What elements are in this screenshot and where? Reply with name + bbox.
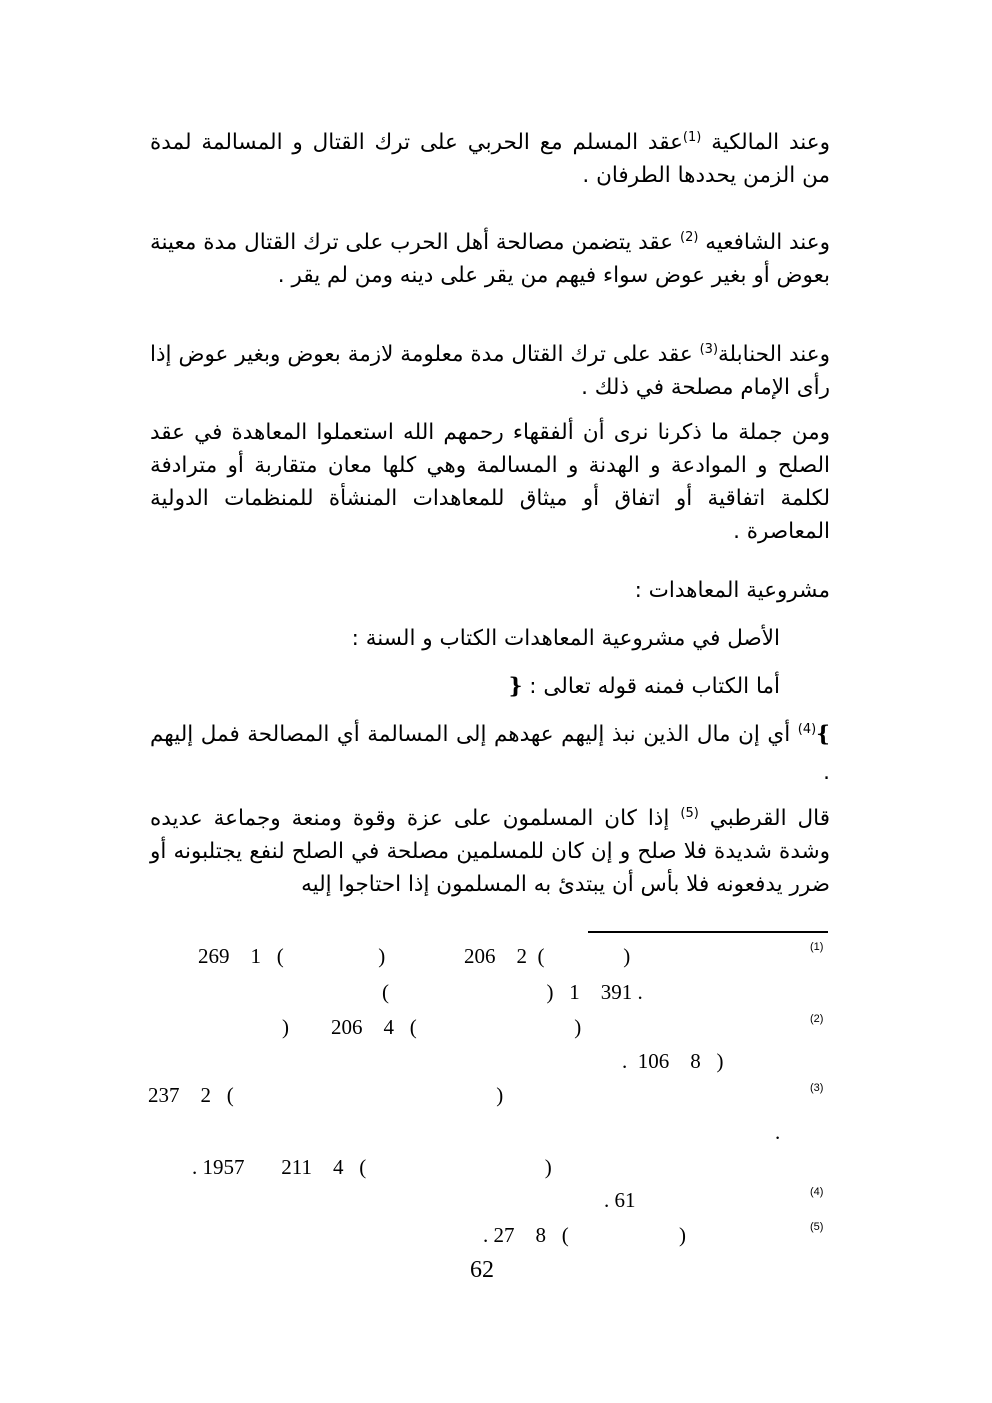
footnote-marker: (4) bbox=[810, 1186, 824, 1198]
footnote-line: . 61 bbox=[604, 1188, 636, 1212]
text-line bbox=[509, 670, 780, 703]
footnote-marker: (5) bbox=[810, 1221, 824, 1233]
footnote-ref: (2) bbox=[679, 230, 699, 245]
paragraph-text: قال القرطبي bbox=[698, 806, 831, 831]
paragraph-text: وعند المالكية bbox=[701, 130, 830, 155]
paragraph-text: وعند الشافعيه bbox=[698, 230, 830, 255]
paragraph-text: وعند الحنابلة bbox=[718, 342, 830, 367]
footnote-marker: (2) bbox=[810, 1013, 824, 1025]
paragraph-text: أي إن مال الذين نبذ إليهم عهدهم إلى المسالمة أي المصالحة فمل إليهم . bbox=[150, 722, 830, 785]
quran-brace-open: { bbox=[508, 674, 523, 699]
text-line-content: أما الكتاب فمنه قوله تعالى : bbox=[522, 674, 780, 699]
paragraph-text: عقد على ترك القتال مدة معلومة لازمة بعوض وبغير عوض إذا رأى الإمام مصلحة في ذلك . bbox=[150, 342, 830, 400]
footnote-marker: (3) bbox=[810, 1082, 824, 1094]
paragraph-text: عقد المسلم مع الحربي على ترك القتال و المسالمة لمدة من الزمن يحددها الطرفان . bbox=[150, 130, 830, 188]
text-line: الأصل في مشروعية المعاهدات الكتاب و السنة : bbox=[351, 626, 780, 651]
footnote-ref: (3) bbox=[699, 342, 719, 357]
footnote-ref: (1) bbox=[682, 130, 702, 145]
paragraph-quran-explanation bbox=[150, 716, 830, 792]
footnote-line: 269 1 ( ) 206 2 ( ) bbox=[198, 944, 631, 968]
quran-brace-close: } bbox=[816, 722, 830, 747]
section-heading: مشروعية المعاهدات : bbox=[634, 578, 830, 603]
footnote-ref: (5) bbox=[680, 806, 699, 821]
footnote-line: ( ) 1 391 . bbox=[382, 980, 643, 1004]
paragraph-malikiya bbox=[150, 126, 830, 192]
footnote-ref: (4) bbox=[797, 722, 817, 737]
footnote-line: 237 2 ( ) bbox=[148, 1083, 504, 1107]
footnote-marker: (1) bbox=[810, 941, 824, 953]
footnote-line: . 27 8 ( ) bbox=[483, 1223, 686, 1247]
page-number: 62 bbox=[470, 1257, 494, 1283]
footnote-line: . 1957 211 4 ( ) bbox=[192, 1155, 552, 1179]
paragraph-summary: ومن جملة ما ذكرنا نرى أن ألفقهاء رحمهم الله استعملوا المعاهدة في عقد الصلح و الموادعة و الهدنة و المسالمة وهي كلها معان متقاربة أو مترادفة لكلمة اتفاقية أو اتفاق أو ميثاق للمعاهدات المنشأة للمنظمات الدولية المعاصرة . bbox=[150, 420, 830, 544]
paragraph-shafiiya bbox=[150, 226, 830, 292]
footnote-separator bbox=[588, 931, 828, 933]
footnote-line: ) 206 4 ( ) bbox=[282, 1015, 582, 1039]
footnote-line: . 106 8 ) bbox=[622, 1049, 724, 1073]
paragraph-hanabila bbox=[150, 338, 830, 404]
paragraph-text: عقد يتضمن مصالحة أهل الحرب على ترك القتال مدة معينة بعوض أو بغير عوض سواء فيهم من يقر على دينه ومن لم يقر . bbox=[150, 230, 830, 288]
paragraph-qurtubi bbox=[150, 802, 830, 901]
paragraph-text: إذا كان المسلمون على عزة وقوة ومنعة وجماعة عديده وشدة شديدة فلا صلح و إن كان للمسلمين مصلحة في الصلح لنفع يجتلبونه أو ضرر يدفعونه فلا بأس أن يبتدئ به المسلمون إذا احتاجوا إليه bbox=[150, 806, 830, 897]
footnote-line: . bbox=[775, 1120, 781, 1144]
